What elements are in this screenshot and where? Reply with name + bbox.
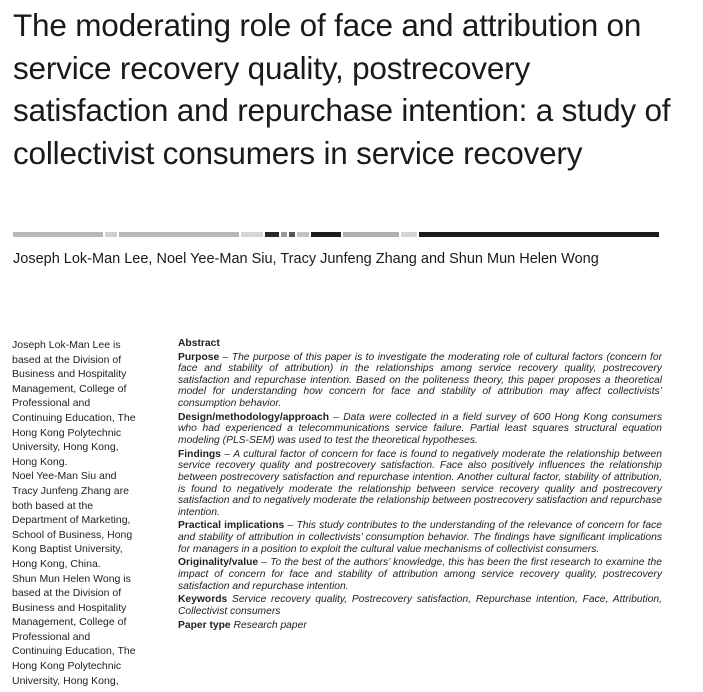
rule-segment bbox=[289, 232, 295, 237]
abstract-section-paper-type bbox=[178, 620, 662, 632]
abstract-block bbox=[178, 338, 662, 634]
section-label: Findings bbox=[178, 448, 221, 460]
authors-main: Joseph Lok-Man Lee, Noel Yee-Man Siu, Tracy Junfeng Zhang bbox=[13, 251, 417, 267]
rule-segment bbox=[241, 232, 263, 237]
abstract-section-keywords bbox=[178, 594, 662, 617]
rule-segment bbox=[281, 232, 287, 237]
section-separator: – bbox=[329, 411, 344, 423]
article-title: The moderating role of face and attribution on service recovery quality, postrecovery satisfaction and repurchase intention: a study of collectivist consumers in service recovery bbox=[13, 7, 671, 171]
abstract-section-design bbox=[178, 412, 662, 447]
section-separator: – bbox=[258, 557, 271, 569]
section-text: Service recovery quality, Postrecovery satisfaction, Repurchase intention, Face, Attribution, Collectivist consumers bbox=[178, 594, 662, 617]
section-text: The purpose of this paper is to investigate the moderating role of cultural factors (concern for face and stability of attribution) in the relationships among service recovery quality, postrecovery satisfaction and repurchase intention. Based on the politeness theory, this paper proposes a theoretical model for understanding how concern for face and stability of attribution may affect collectivists’ consumption behavior. bbox=[178, 351, 662, 409]
section-separator: – bbox=[220, 448, 234, 460]
section-text: Research paper bbox=[233, 619, 307, 631]
abstract-section-purpose bbox=[178, 352, 662, 410]
rule-segment bbox=[13, 232, 103, 237]
authors-conjunction: and bbox=[420, 251, 446, 267]
section-label: Purpose bbox=[178, 351, 220, 363]
abstract-heading: Abstract bbox=[178, 338, 220, 349]
section-text: To the best of the authors’ knowledge, this has been the first research to examine the impact of concern for face and stability of attribution among service recovery quality, postrecovery satisfaction and repurchase intention. bbox=[178, 557, 662, 592]
rule-segment bbox=[311, 232, 341, 237]
section-label: Keywords bbox=[178, 594, 228, 606]
rule-segment bbox=[119, 232, 239, 237]
abstract-section-findings bbox=[178, 449, 662, 519]
affiliation-paragraph: Noel Yee-Man Siu and Tracy Junfeng Zhang are both based at the Department of Marketing, School of Business, Hong Kong Baptist University, Hong Kong, China. bbox=[12, 470, 133, 570]
rule-segment bbox=[419, 232, 659, 237]
rule-segment bbox=[297, 232, 309, 237]
section-text: This study contributes to the understanding of the relevance of concern for face and stability of attribution in collectivists’ consumption behavior. The findings have significant implications for managers in a position to exploit the cultural value mechanisms of collectivist consumers. bbox=[178, 520, 663, 555]
affiliation-paragraph: Joseph Lok-Man Lee is based at the Division of Business and Hospitality Management, College of Professional and Continuing Education, The Hong Kong Polytechnic University, Hong Kong, Hong Kong. bbox=[12, 339, 136, 468]
rule-segment bbox=[343, 232, 399, 237]
section-label: Paper type bbox=[178, 619, 231, 631]
section-label: Design/methodology/approach bbox=[178, 411, 330, 423]
section-separator: – bbox=[284, 520, 297, 532]
decorative-title-rule bbox=[13, 230, 659, 238]
abstract-section-originality bbox=[178, 557, 662, 592]
authors-last: Shun Mun Helen Wong bbox=[449, 251, 599, 267]
section-separator: – bbox=[219, 351, 232, 363]
section-text: Data were collected in a field survey of 600 Hong Kong consumers who had experienced a telecommunications service failure. Partial least squares structural equation modeling (PLS-SEM) was used to test the theoretical hypotheses. bbox=[178, 411, 662, 446]
author-affiliations bbox=[12, 338, 142, 688]
rule-segment bbox=[401, 232, 417, 237]
section-text: A cultural factor of concern for face is found to negatively moderate the relationship between service recovery quality and postrecovery satisfaction. Face also positively influences the relationship between postrecovery satisfaction and repurchase intention. Another cultural factor, stability of attribution, is found to negatively moderate the relationship between service recovery quality and postrecovery satisfaction and to negatively moderate the relationship between postrecovery satisfaction and repurchase intention. bbox=[178, 448, 662, 518]
affiliation-paragraph: Shun Mun Helen Wong is based at the Division of Business and Hospitality Management, College of Professional and Continuing Education, The Hong Kong Polytechnic University, Hong Kong, bbox=[12, 572, 136, 687]
rule-segment bbox=[105, 232, 117, 237]
rule-segment bbox=[265, 232, 279, 237]
abstract-section-implications bbox=[178, 520, 662, 555]
section-label: Originality/value bbox=[178, 557, 259, 569]
author-list bbox=[13, 250, 693, 268]
section-label: Practical implications bbox=[178, 520, 285, 532]
